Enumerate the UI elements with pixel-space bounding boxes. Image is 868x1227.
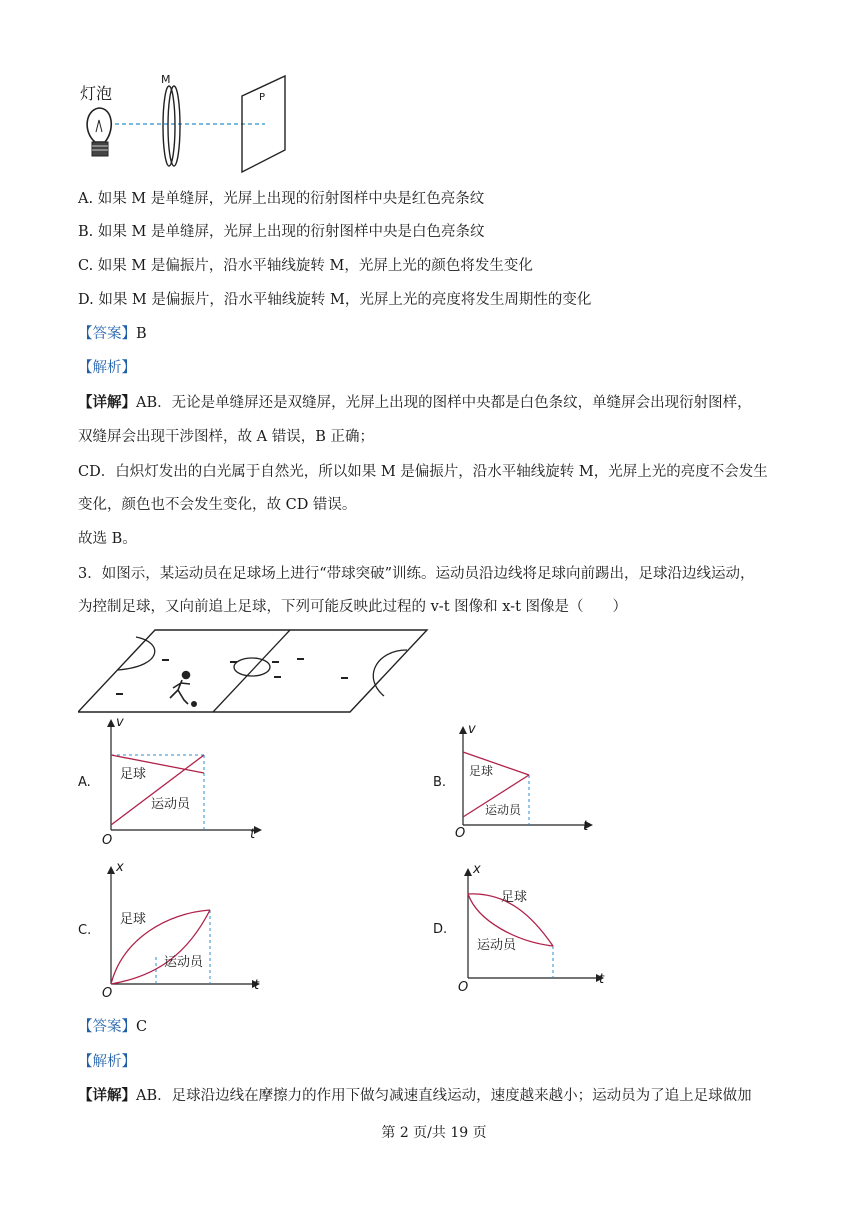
detail-q2-line2: 双缝屏会出现干涉图样，故 A 错误，B 正确； <box>78 429 374 445</box>
p-label: P <box>259 92 266 103</box>
graph-a-player-label: 运动员 <box>151 797 191 812</box>
optics-drawing <box>75 72 295 177</box>
graph-d-ball-label: 足球 <box>501 890 528 905</box>
option-b: B. 如果 M 是单缝屏，光屏上出现的衍射图样中央是白色亮条纹 <box>78 224 485 240</box>
answer-q2: 【答案】B <box>78 326 147 342</box>
graph-b-origin: O <box>455 826 466 841</box>
detail-q2-conclusion: 故选 B。 <box>78 531 137 547</box>
light-bulb-icon <box>87 108 111 156</box>
graph-a-letter: A. <box>78 775 91 790</box>
question3-line1: 3．如图示，某运动员在足球场上进行“带球突破”训练。运动员沿边线将足球向前踢出，足球沿边线运动， <box>78 566 755 582</box>
bulb-label: 灯泡 <box>80 84 113 103</box>
detail-q2-line4: 变化，颜色也不会发生变化，故 CD 错误。 <box>78 497 357 513</box>
option-a: A. 如果 M 是单缝屏，光屏上出现的衍射图样中央是红色亮条纹 <box>78 191 485 207</box>
option-c: C. 如果 M 是偏振片，沿水平轴线旋转 M，光屏上光的颜色将发生变化 <box>78 258 533 274</box>
detail-q2-line1: 【详解】AB．无论是单缝屏还是双缝屏，光屏上出现的图样中央都是白色条纹，单缝屏会出现衍射图样， <box>78 394 752 411</box>
graph-d-origin: O <box>458 980 469 995</box>
graph-c-letter: C. <box>78 923 92 938</box>
graph-b-ball-label: 足球 <box>469 764 494 778</box>
graph-a-yaxis: v <box>116 715 124 730</box>
graph-a-ball-label: 足球 <box>120 767 147 782</box>
graph-a-xaxis: t <box>250 827 256 842</box>
graph-a-origin: O <box>102 833 113 848</box>
option-d: D. 如果 M 是偏振片，沿水平轴线旋转 M，光屏上光的亮度将发生周期性的变化 <box>78 292 592 308</box>
graph-a <box>78 715 268 855</box>
analysis-tag-q2: 【解析】 <box>78 360 136 376</box>
graph-d-player-label: 运动员 <box>477 938 517 953</box>
graph-c <box>78 858 268 1003</box>
graph-d <box>433 862 613 997</box>
player-icon <box>170 672 190 705</box>
graph-b-player-label: 运动员 <box>485 803 522 817</box>
graph-b <box>433 722 603 852</box>
graph-d-letter: D. <box>433 922 448 937</box>
graph-b-xaxis: t <box>583 819 589 834</box>
graph-c-origin: O <box>102 986 113 1001</box>
graph-d-yaxis: x <box>473 862 481 877</box>
graph-d-xaxis: t <box>599 972 605 987</box>
analysis-tag-q3: 【解析】 <box>78 1054 136 1070</box>
graph-c-yaxis: x <box>116 860 124 875</box>
answer-q3: 【答案】C <box>78 1019 148 1035</box>
graph-c-player-label: 运动员 <box>164 955 204 970</box>
graph-c-ball-label: 足球 <box>120 912 147 927</box>
m-label: M <box>161 73 171 86</box>
page-footer: 第 2 页/共 19 页 <box>381 1125 487 1141</box>
detail-q3-line1: 【详解】AB．足球沿边线在摩擦力的作用下做匀减速直线运动，速度越来越小；运动员为了追上足球做加 <box>78 1087 752 1104</box>
graph-b-letter: B. <box>433 775 447 790</box>
soccer-field-figure <box>78 628 438 718</box>
detail-q2-line3: CD．白炽灯发出的白光属于自然光，所以如果 M 是偏振片，沿水平轴线旋转 M，光屏上光的亮度不会发生 <box>78 464 768 480</box>
optics-figure <box>75 72 295 177</box>
graph-c-xaxis: t <box>254 978 260 993</box>
graph-b-yaxis: v <box>468 722 476 737</box>
ball-icon <box>191 701 197 707</box>
question3-line2: 为控制足球，又向前追上足球，下列可能反映此过程的 v-t 图像和 x-t 图像是（ ） <box>78 599 628 615</box>
lens-m <box>163 86 180 166</box>
